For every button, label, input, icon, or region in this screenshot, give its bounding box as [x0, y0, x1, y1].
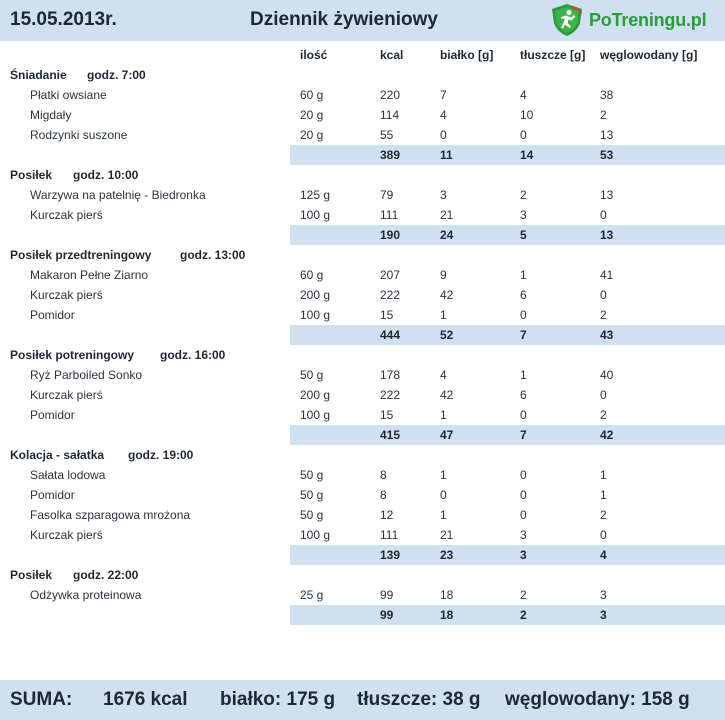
food-fat: 0	[520, 468, 527, 482]
food-carbs: 2	[600, 108, 607, 122]
food-kcal: 55	[380, 128, 394, 142]
meal-total-background	[290, 605, 725, 625]
meal-header	[0, 165, 725, 185]
meal-total-background	[290, 145, 725, 165]
food-kcal: 12	[380, 508, 394, 522]
food-fat: 0	[520, 508, 527, 522]
column-header-carbs: węglowodany [g]	[600, 48, 698, 62]
food-carbs: 41	[600, 268, 614, 282]
food-protein: 3	[440, 188, 447, 202]
food-name: Migdały	[30, 108, 72, 122]
food-fat: 0	[520, 308, 527, 322]
food-fat: 4	[520, 88, 527, 102]
food-carbs: 1	[600, 468, 607, 482]
food-kcal: 220	[380, 88, 401, 102]
meal-name: Posiłek	[10, 168, 53, 182]
meal-header	[0, 445, 725, 465]
meal-total-row	[0, 425, 725, 445]
food-qty: 50 g	[300, 468, 324, 482]
food-name: Kurczak pierś	[30, 208, 103, 222]
food-qty: 100 g	[300, 408, 331, 422]
food-fat: 0	[520, 488, 527, 502]
meal-total-background	[290, 425, 725, 445]
total-kcal: 99	[380, 608, 394, 622]
food-fat: 0	[520, 128, 527, 142]
food-row	[0, 205, 725, 225]
total-carbs: 3	[600, 608, 607, 622]
summary-protein: białko: 175 g	[220, 689, 336, 710]
food-kcal: 222	[380, 288, 401, 302]
food-row	[0, 365, 725, 385]
food-kcal: 79	[380, 188, 394, 202]
food-qty: 50 g	[300, 488, 324, 502]
total-carbs: 4	[600, 548, 607, 562]
food-protein: 9	[440, 268, 447, 282]
food-qty: 100 g	[300, 528, 331, 542]
total-kcal: 444	[380, 328, 401, 342]
food-fat: 2	[520, 188, 527, 202]
meal-total-background	[290, 325, 725, 345]
meal-name: Posiłek przedtreningowy	[10, 248, 152, 262]
food-row	[0, 105, 725, 125]
meal-total-row	[0, 145, 725, 165]
food-carbs: 40	[600, 368, 614, 382]
food-kcal: 114	[380, 108, 400, 122]
meal-name: Kolacja - sałatka	[10, 448, 105, 462]
food-row	[0, 185, 725, 205]
food-protein: 1	[440, 468, 447, 482]
summary-label: SUMA:	[10, 689, 73, 710]
food-name: Kurczak pierś	[30, 388, 103, 402]
food-qty: 20 g	[300, 128, 324, 142]
food-protein: 0	[440, 488, 447, 502]
total-fat: 5	[520, 228, 527, 242]
food-name: Pomidor	[30, 308, 75, 322]
total-protein: 11	[440, 148, 453, 162]
food-carbs: 2	[600, 508, 607, 522]
meal-header	[0, 345, 725, 365]
column-header-protein: białko [g]	[440, 48, 494, 62]
food-protein: 0	[440, 128, 447, 142]
total-fat: 2	[520, 608, 527, 622]
food-name: Fasolka szparagowa mrożona	[30, 508, 191, 522]
food-row	[0, 285, 725, 305]
total-carbs: 13	[600, 228, 614, 242]
food-protein: 1	[440, 508, 447, 522]
column-header-fat: tłuszcze [g]	[520, 48, 586, 62]
column-header-kcal: kcal	[380, 48, 404, 62]
total-protein: 52	[440, 328, 454, 342]
total-kcal: 389	[380, 148, 401, 162]
food-carbs: 2	[600, 308, 607, 322]
food-carbs: 1	[600, 488, 607, 502]
meal-time: godz. 13:00	[180, 248, 246, 262]
total-protein: 23	[440, 548, 454, 562]
meal-time: godz. 22:00	[73, 568, 139, 582]
food-carbs: 2	[600, 408, 607, 422]
summary-fat: tłuszcze: 38 g	[357, 689, 481, 710]
total-fat: 7	[520, 328, 527, 342]
food-protein: 21	[440, 208, 454, 222]
logo-text: PoTreningu.pl	[589, 9, 707, 30]
column-header-qty: ilość	[300, 48, 328, 62]
food-protein: 42	[440, 388, 454, 402]
food-kcal: 207	[380, 268, 401, 282]
food-carbs: 3	[600, 588, 607, 602]
meal-total-background	[290, 545, 725, 565]
food-name: Pomidor	[30, 408, 75, 422]
food-kcal: 15	[380, 408, 394, 422]
food-fat: 1	[520, 268, 527, 282]
meal-name: Posiłek potreningowy	[10, 348, 135, 362]
meal-time: godz. 10:00	[73, 168, 139, 182]
food-protein: 42	[440, 288, 454, 302]
food-kcal: 178	[380, 368, 401, 382]
food-qty: 200 g	[300, 288, 331, 302]
food-fat: 2	[520, 588, 527, 602]
food-qty: 100 g	[300, 208, 331, 222]
total-fat: 14	[520, 148, 534, 162]
food-row	[0, 465, 725, 485]
total-kcal: 139	[380, 548, 401, 562]
food-protein: 18	[440, 588, 454, 602]
food-carbs: 0	[600, 388, 607, 402]
food-protein: 1	[440, 408, 447, 422]
food-row	[0, 525, 725, 545]
food-row	[0, 405, 725, 425]
runner-shield-icon	[549, 3, 585, 37]
meal-header	[0, 245, 725, 265]
meal-name: Posiłek	[10, 568, 53, 582]
food-name: Warzywa na patelnię - Biedronka	[30, 188, 206, 202]
meal-time: godz. 19:00	[128, 448, 194, 462]
food-kcal: 111	[380, 208, 399, 222]
food-row	[0, 265, 725, 285]
food-kcal: 99	[380, 588, 394, 602]
food-protein: 7	[440, 88, 447, 102]
meal-header	[0, 65, 725, 85]
food-name: Pomidor	[30, 488, 75, 502]
total-carbs: 43	[600, 328, 614, 342]
meal-total-row	[0, 545, 725, 565]
total-kcal: 415	[380, 428, 401, 442]
total-carbs: 53	[600, 148, 614, 162]
summary-carbs: węglowodany: 158 g	[505, 689, 690, 710]
food-qty: 200 g	[300, 388, 331, 402]
food-protein: 4	[440, 368, 447, 382]
meal-total-row	[0, 225, 725, 245]
total-kcal: 190	[380, 228, 401, 242]
summary-kcal: 1676 kcal	[103, 689, 188, 710]
food-kcal: 8	[380, 488, 387, 502]
page-header	[0, 0, 725, 41]
food-fat: 6	[520, 288, 527, 302]
food-kcal: 222	[380, 388, 401, 402]
food-name: Rodzynki suszone	[30, 128, 128, 142]
potreningu-logo[interactable]	[549, 3, 706, 37]
food-qty: 25 g	[300, 588, 324, 602]
food-name: Makaron Pełne Ziarno	[30, 268, 149, 282]
meal-time: godz. 16:00	[160, 348, 226, 362]
meal-header	[0, 565, 725, 585]
food-fat: 0	[520, 408, 527, 422]
food-qty: 125 g	[300, 188, 331, 202]
diary-date: 15.05.2013r.	[10, 9, 117, 30]
food-fat: 6	[520, 388, 527, 402]
food-name: Sałata lodowa	[30, 468, 106, 482]
meal-total-background	[290, 225, 725, 245]
total-protein: 24	[440, 228, 454, 242]
food-row	[0, 385, 725, 405]
food-kcal: 15	[380, 308, 394, 322]
food-protein: 21	[440, 528, 454, 542]
food-name: Kurczak pierś	[30, 528, 103, 542]
food-row	[0, 505, 725, 525]
food-qty: 20 g	[300, 108, 324, 122]
food-carbs: 13	[600, 128, 614, 142]
food-row	[0, 85, 725, 105]
food-row	[0, 585, 725, 605]
food-carbs: 13	[600, 188, 614, 202]
food-fat: 10	[520, 108, 534, 122]
food-qty: 60 g	[300, 88, 324, 102]
food-qty: 50 g	[300, 508, 324, 522]
food-name: Ryż Parboiled Sonko	[30, 368, 143, 382]
food-kcal: 8	[380, 468, 387, 482]
food-carbs: 38	[600, 88, 614, 102]
meal-total-row	[0, 325, 725, 345]
food-name: Płatki owsiane	[30, 88, 107, 102]
food-name: Kurczak pierś	[30, 288, 103, 302]
total-protein: 18	[440, 608, 454, 622]
total-carbs: 42	[600, 428, 614, 442]
food-fat: 1	[520, 368, 527, 382]
page-title: Dziennik żywieniowy	[250, 9, 438, 30]
food-protein: 1	[440, 308, 447, 322]
food-qty: 50 g	[300, 368, 324, 382]
total-fat: 3	[520, 548, 527, 562]
daily-summary	[0, 680, 725, 720]
food-row	[0, 305, 725, 325]
food-carbs: 0	[600, 208, 607, 222]
food-carbs: 0	[600, 288, 607, 302]
meal-total-row	[0, 605, 725, 625]
food-fat: 3	[520, 528, 527, 542]
food-protein: 4	[440, 108, 447, 122]
food-row	[0, 125, 725, 145]
meal-name: Śniadanie	[10, 68, 67, 82]
food-fat: 3	[520, 208, 527, 222]
food-carbs: 0	[600, 528, 607, 542]
food-kcal: 111	[380, 528, 399, 542]
food-qty: 60 g	[300, 268, 324, 282]
total-fat: 7	[520, 428, 527, 442]
food-qty: 100 g	[300, 308, 331, 322]
total-protein: 47	[440, 428, 454, 442]
meal-time: godz. 7:00	[87, 68, 146, 82]
food-name: Odżywka proteinowa	[30, 588, 142, 602]
food-row	[0, 485, 725, 505]
